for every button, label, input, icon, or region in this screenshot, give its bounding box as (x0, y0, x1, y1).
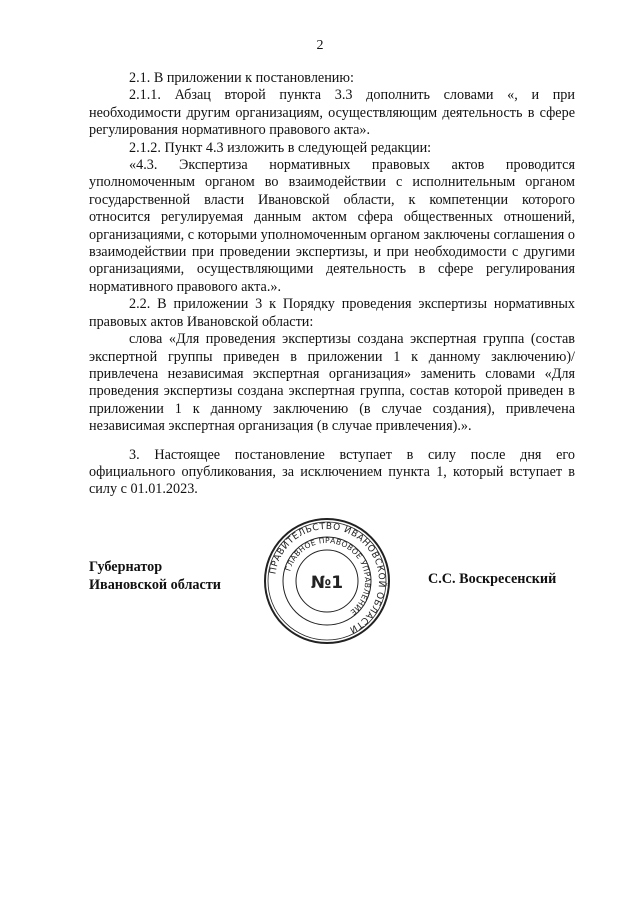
paragraph-replacement-words: слова «Для проведения экспертизы создана экспертная группа (состав экспертной группы приведен в приложении 1 к данному заключению)/привлечена независимая экспертная организация» заменить словами «Для проведения экспертизы создана экспертная группа, состав которой приведен в приложении 1 к данному заключению (в случае создания), привлечена независимая экспертная организация (в случае привлечения).». (89, 331, 575, 435)
signature-title-line2: Ивановской области (89, 577, 221, 593)
paragraph-2-1-1: 2.1.1. Абзац второй пункта 3.3 дополнить словами «, и при необходимости другим организациям, осуществляющим деятельность в сфере регулирования нормативного правового акта». (89, 87, 575, 139)
paragraph-2-1: 2.1. В приложении к постановлению: (129, 70, 354, 86)
signer-name: С.С. Воскресенский (428, 571, 557, 587)
paragraph-2-1-2: 2.1.2. Пункт 4.3 изложить в следующей редакции: (129, 139, 432, 156)
paragraph-2-2: 2.2. В приложении 3 к Порядку проведения экспертизы нормативных правовых актов Ивановской области: (89, 296, 575, 330)
document-body (89, 70, 575, 499)
paragraph-3-effective-date: 3. Настоящее постановление вступает в силу после дня его официального опубликования, за исключением пункта 1, который вступает в силу с 01.01.2023. (89, 446, 575, 498)
stamp-center-number: №1 (310, 573, 344, 593)
page-number: 2 (316, 38, 324, 53)
paragraph-4-3-quote: «4.3. Экспертиза нормативных правовых актов проводится уполномоченным органом во взаимодействии с исполнительным органом государственной власти Ивановской области, к компетенции которого относится регулируемая данным актом сфера общественных отношений, организациями, с которыми уполномоченным органом заключены соглашения о взаимодействии при проведении экспертизы, и при необходимости с другими организациями, осуществляющими деятельность в сфере регулирования нормативного правового акта.». (89, 157, 575, 295)
signature-title-line1: Губернатор (89, 559, 163, 575)
signature-title (89, 558, 221, 594)
stamp-outer-text: ПРАВИТЕЛЬСТВО ИВАНОВСКОЙ ОБЛАСТИ (268, 521, 387, 635)
official-stamp (262, 516, 392, 646)
stamp-inner-text: ГЛАВНОЕ ПРАВОВОЕ УПРАВЛЕНИЕ (283, 535, 373, 617)
